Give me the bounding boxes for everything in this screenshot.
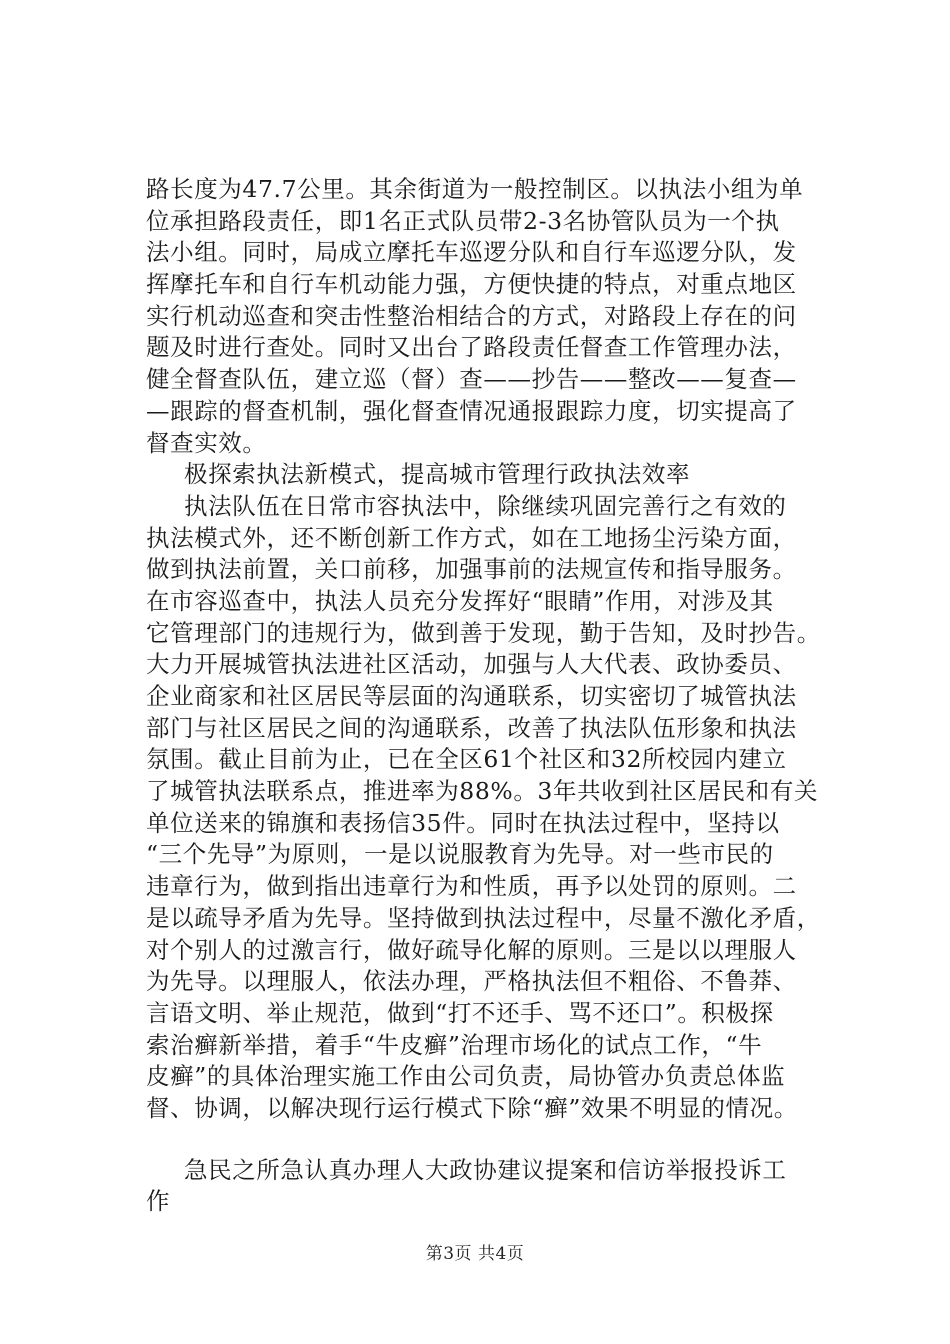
text-line: 了城管执法联系点，推进率为88%。3年共收到社区居民和有关 (146, 777, 819, 806)
text-line: 路长度为47.7公里。其余街道为一般控制区。以执法小组为单 (146, 175, 804, 203)
text-line: 督、协调，以解决现行运行模式下除“癣”效果不明显的情况。 (146, 1093, 798, 1122)
text-line: 企业商家和社区居民等层面的沟通联系，切实密切了城管执法 (146, 682, 797, 710)
text-line: 执法模式外，还不断创新工作方式，如在工地扬尘污染方面， (146, 523, 797, 552)
text-line: 氛围。截止目前为止，已在全区61个社区和32所校园内建立 (146, 745, 787, 774)
text-line: 督查实效。 (146, 428, 267, 457)
text-line: 实行机动巡查和突击性整治相结合的方式，对路段上存在的问 (146, 301, 797, 330)
text-line: 做到执法前置，关口前移，加强事前的法规宣传和指导服务。 (146, 555, 797, 584)
text-line: 部门与社区居民之间的沟通联系，改善了执法队伍形象和执法 (146, 713, 797, 742)
page-footer: 第3页 共4页 (425, 1244, 525, 1264)
document-body (146, 174, 836, 1218)
text-line: 健全督查队伍，建立巡（督）查——抄告——整改——复查— (146, 365, 797, 394)
text-line: 挥摩托车和自行车机动能力强，方便快捷的特点，对重点地区 (146, 270, 797, 299)
text-line: 题及时进行查处。同时又出台了路段责任督查工作管理办法， (146, 333, 797, 362)
text-line: “三个先导”为原则，一是以说服教育为先导。对一些市民的 (146, 840, 774, 869)
text-line: 作 (146, 1187, 171, 1216)
text-line: —跟踪的督查机制，强化督查情况通报跟踪力度，切实提高了 (146, 396, 797, 425)
text-line: 位承担路段责任，即1名正式队员带2-3名协管队员为一个执 (146, 206, 780, 235)
text-line: 法小组。同时，局成立摩托车巡逻分队和自行车巡逻分队，发 (146, 238, 797, 267)
text-line: 是以疏导矛盾为先导。坚持做到执法过程中，尽量不激化矛盾， (146, 903, 821, 932)
text-line: 对个别人的过激言行，做好疏导化解的原则。三是以以理服人 (146, 935, 797, 964)
text-line: 违章行为，做到指出违章行为和性质，再予以处罚的原则。二 (146, 872, 797, 901)
text-line: 执法队伍在日常市容执法中，除继续巩固完善行之有效的 (184, 491, 787, 520)
text-line: 它管理部门的违规行为，做到善于发现，勤于告知，及时抄告。 (146, 618, 821, 647)
section-heading: 极探索执法新模式，提高城市管理行政执法效率 (184, 460, 691, 489)
text-line: 为先导。以理服人，依法办理，严格执法但不粗俗、不鲁莽、 (146, 967, 797, 996)
text-line: 大力开展城管执法进社区活动，加强与人大代表、政协委员、 (146, 650, 797, 679)
text-line: 索治癣新举措，着手“牛皮癣”治理市场化的试点工作，“牛 (146, 1030, 763, 1059)
text-line: 单位送来的锦旗和表扬信35件。同时在执法过程中，坚持以 (146, 808, 780, 837)
text-line: 皮癣”的具体治理实施工作由公司负责，局协管办负责总体监 (146, 1062, 786, 1091)
text-line: 在市容巡查中，执法人员充分发挥好“眼睛”作用，对涉及其 (146, 586, 774, 615)
section-heading: 急民之所急认真办理人大政协建议提案和信访举报投诉工 (184, 1155, 787, 1184)
text-line: 言语文明、举止规范，做到“打不还手、骂不还口”。积极探 (146, 998, 774, 1027)
